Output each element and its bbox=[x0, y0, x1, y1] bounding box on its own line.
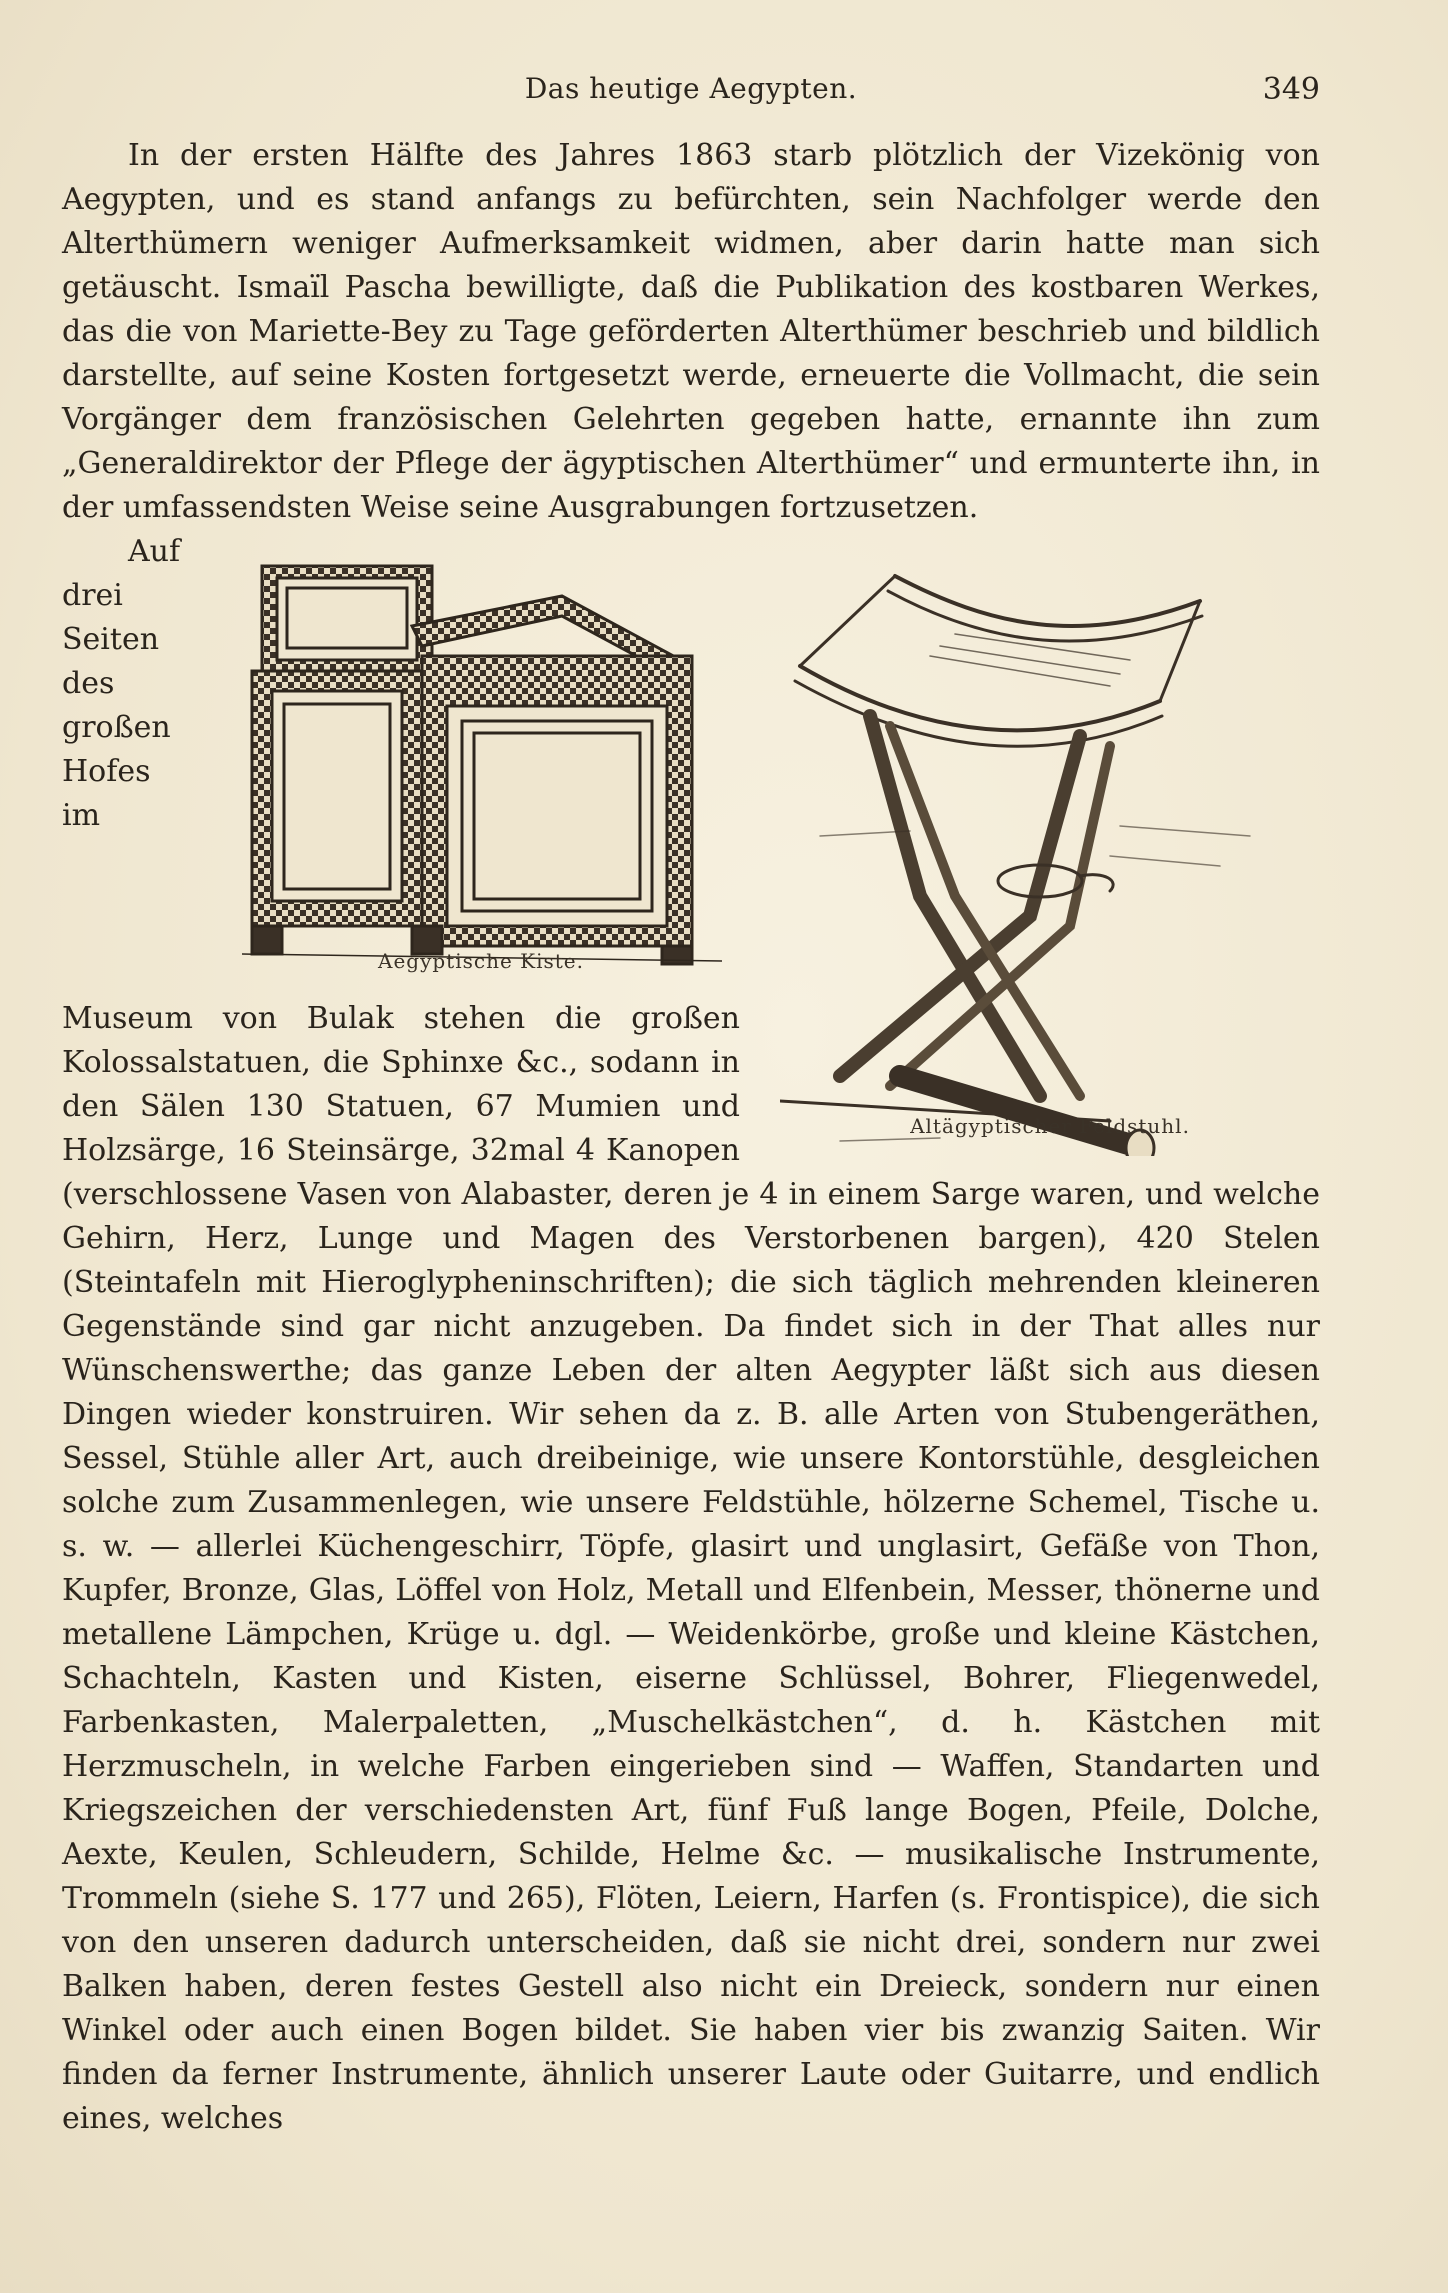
paragraph-2: Auf drei Seiten des großen Hofes im Museum von Bulak stehen die großen Kolossalstatuen, die Sphinxe &c., sodann in den Sälen 130 Statuen, 67 Mumien und Holzsärge, 16 Steinsärge, 32mal 4 Kanopen (verschlossene Vasen von Alabaster, deren je 4 in einem Sarge waren, und welche Gehirn, Herz, Lunge und Magen des Verstorbenen bargen), 420 Stelen (Steintafeln mit Hieroglypheninschriften); die sich täglich mehrenden kleineren Gegenstände sind gar nicht anzugeben. Da findet sich in der That alles nur Wünschenswerthe; das ganze Leben der alten Aegypter läßt sich aus diesen Dingen wieder konstruiren. Wir sehen da z. B. alle Arten von Stubengeräthen, Sessel, Stühle aller Art, auch dreibeinige, wie unsere Kontorstühle, desgleichen solche zum Zusammenlegen, wie unsere Feldstühle, hölzerne Schemel, Tische u. s. w. — allerlei Küchengeschirr, Töpfe, glasirt und unglasirt, Gefäße von Thon, Kupfer, Bronze, Glas, Löffel von Holz, Metall und Elfenbein, Messer, thönerne und metallene Lämpchen, Krüge u. dgl. — Weidenkörbe, große und kleine Kästchen, Schachteln, Kasten und Kisten, eiserne Schlüssel, Bohrer, Fliegenwedel, Farbenkasten, Malerpaletten, „Muschelkästchen“, d. h. Kästchen mit Herzmuscheln, in welche Farben eingerieben sind — Waffen, Standarten und Kriegszeichen der verschiedensten Art, fünf Fuß lange Bogen, Pfeile, Dolche, Aexte, Keulen, Schleudern, Schilde, Helme &c. — musikalische Instrumente, Trommeln (siehe S. 177 und 265), Flöten, Leiern, Harfen (s. Frontispice), die sich von den unseren dadurch unterscheiden, daß sie nicht drei, sondern nur zwei Balken haben, deren festes Gestell also nicht ein Dreieck, sondern nur einen Winkel oder auch einen Bogen bildet. Sie haben vier bis zwanzig Saiten. Wir finden da ferner Instrumente, ähnlich unserer Laute oder Guitarre, und endlich eines, welches bbox=[62, 534, 1320, 2136]
page-number: 349 bbox=[1262, 72, 1320, 107]
egyptian-chest-illustration bbox=[222, 556, 740, 991]
running-title: Das heutige Aegypten. bbox=[524, 72, 858, 105]
body-text bbox=[62, 134, 1320, 2141]
chest-caption: Aegyptische Kiste. bbox=[378, 949, 584, 973]
figure-egyptian-chest bbox=[222, 556, 740, 991]
stool-caption: Altägyptischer Feldstuhl. bbox=[910, 1114, 1190, 1138]
figure-folding-stool bbox=[780, 536, 1320, 1156]
page-header bbox=[62, 72, 1320, 112]
paragraph-1: In der ersten Hälfte des Jahres 1863 starb plötzlich der Vizekönig von Aegypten, und es stand anfangs zu befürchten, sein Nachfolger werde den Alterthümern weniger Aufmerksamkeit widmen, aber darin hatte man sich getäuscht. Ismaïl Pascha bewilligte, daß die Publikation des kostbaren Werkes, das die von Mariette-Bey zu Tage geförderten Alterthümer beschrieb und bildlich darstellte, auf seine Kosten fortgesetzt werde, erneuerte die Vollmacht, die sein Vorgänger dem französischen Gelehrten gegeben hatte, ernannte ihn zum „Generaldirektor der Pflege der ägyptischen Alterthümer“ und ermunterte ihn, in der umfassendsten Weise seine Ausgrabungen fortzusetzen. bbox=[62, 138, 1320, 525]
folding-stool-illustration bbox=[780, 536, 1320, 1156]
